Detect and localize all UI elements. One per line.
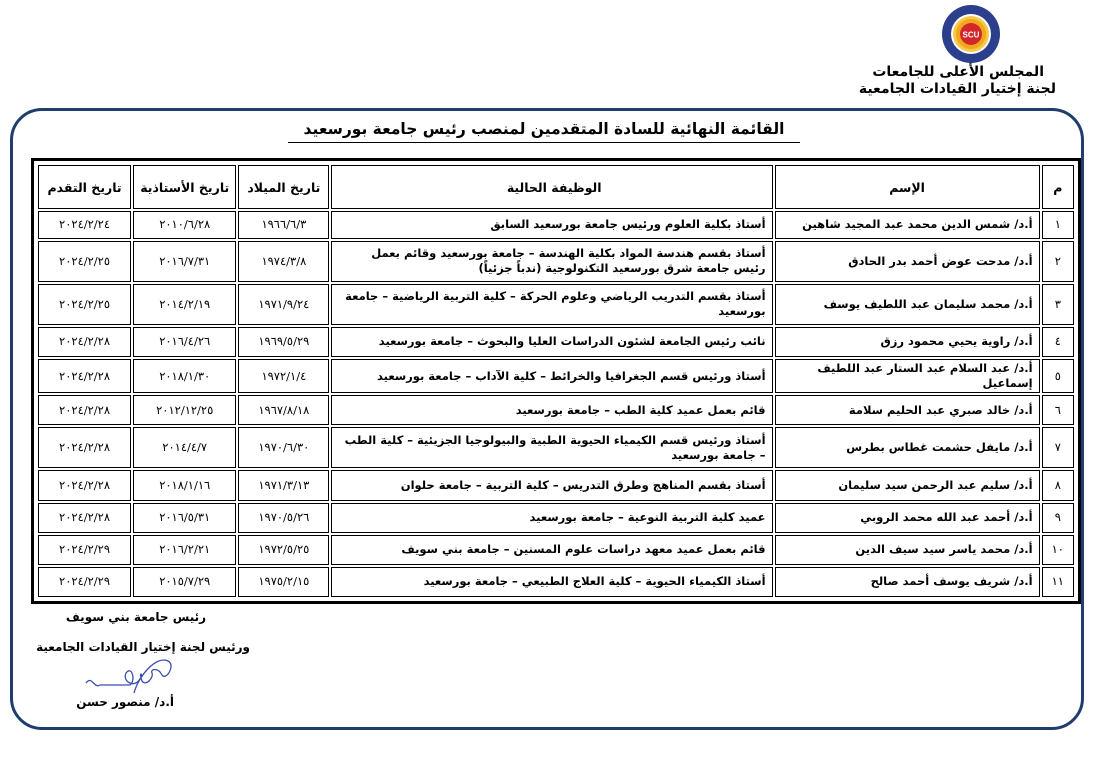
application-date: ٢٠٢٤/٢/٢٨ bbox=[38, 359, 131, 393]
applicant-name: أ.د/ مدحت عوض أحمد بدر الحادق bbox=[775, 241, 1040, 282]
table-row bbox=[38, 241, 1074, 282]
document-title: القائمة النهائية للسادة المتقدمين لمنصب رئيس جامعة بورسعيد bbox=[288, 118, 800, 143]
applicant-name: أ.د/ شمس الدين محمد عبد المجيد شاهين bbox=[775, 211, 1040, 239]
row-number: ١ bbox=[1042, 211, 1074, 239]
current-position: أستاذ بقسم التدريب الرياضي وعلوم الحركة – كلية التربية الرياضية – جامعة بورسعيد bbox=[331, 284, 772, 325]
birth-date: ١٩٧٢/١/٤ bbox=[238, 359, 329, 393]
current-position: نائب رئيس الجامعة لشئون الدراسات العليا والبحوث – جامعة بورسعيد bbox=[331, 327, 772, 357]
table-row bbox=[38, 327, 1074, 357]
birth-date: ١٩٧٠/٦/٣٠ bbox=[238, 427, 329, 468]
row-number: ٣ bbox=[1042, 284, 1074, 325]
current-position: أستاذ ورئيس قسم الجغرافيا والخرائط – كلية الآداب – جامعة بورسعيد bbox=[331, 359, 772, 393]
birth-date: ١٩٧٢/٥/٢٥ bbox=[238, 535, 329, 565]
applicant-name: أ.د/ محمد ياسر سيد سيف الدين bbox=[775, 535, 1040, 565]
scu-logo bbox=[941, 4, 1001, 64]
application-date: ٢٠٢٤/٢/٢٥ bbox=[38, 284, 131, 325]
applicants-table-wrapper bbox=[31, 158, 1081, 604]
table-row bbox=[38, 395, 1074, 425]
table-row bbox=[38, 503, 1074, 533]
current-position: قائم بعمل عميد كلية الطب – جامعة بورسعيد bbox=[331, 395, 772, 425]
professorship-date: ٢٠١٤/٤/٧ bbox=[133, 427, 236, 468]
table-row bbox=[38, 470, 1074, 500]
logo-text: SCU bbox=[962, 30, 980, 40]
organization-header bbox=[859, 64, 1056, 98]
professorship-date: ٢٠١٦/٥/٣١ bbox=[133, 503, 236, 533]
signer-title-1: رئيس جامعة بني سويف bbox=[65, 610, 206, 624]
header-birth-date: تاريخ الميلاد bbox=[238, 165, 329, 209]
application-date: ٢٠٢٤/٢/٢٩ bbox=[38, 535, 131, 565]
applicant-name: أ.د/ سليم عبد الرحمن سيد سليمان bbox=[775, 470, 1040, 500]
application-date: ٢٠٢٤/٢/٢٩ bbox=[38, 567, 131, 597]
table-header-row bbox=[38, 165, 1074, 209]
current-position: أستاذ الكيمياء الحيوية – كلية العلاج الطبيعي – جامعة بورسعيد bbox=[331, 567, 772, 597]
professorship-date: ٢٠١٦/٧/٣١ bbox=[133, 241, 236, 282]
professorship-date: ٢٠١٠/٦/٢٨ bbox=[133, 211, 236, 239]
professorship-date: ٢٠١٨/١/١٦ bbox=[133, 470, 236, 500]
professorship-date: ٢٠١٢/١٢/٢٥ bbox=[133, 395, 236, 425]
application-date: ٢٠٢٤/٢/٢٥ bbox=[38, 241, 131, 282]
current-position: أستاذ ورئيس قسم الكيمياء الحيوية الطبية والبيولوجيا الجزيئية – كلية الطب – جامعة بورسعيد bbox=[331, 427, 772, 468]
current-position: أستاذ بقسم المناهج وطرق التدريس – كلية التربية – جامعة حلوان bbox=[331, 470, 772, 500]
current-position: قائم بعمل عميد معهد دراسات علوم المسنين – جامعة بني سويف bbox=[331, 535, 772, 565]
applicant-name: أ.د/ شريف يوسف أحمد صالح bbox=[775, 567, 1040, 597]
table-row bbox=[38, 535, 1074, 565]
professorship-date: ٢٠١٦/٢/٢١ bbox=[133, 535, 236, 565]
application-date: ٢٠٢٤/٢/٢٨ bbox=[38, 470, 131, 500]
application-date: ٢٠٢٤/٢/٢٨ bbox=[38, 395, 131, 425]
header-name: الإسم bbox=[775, 165, 1040, 209]
current-position: أستاذ بكلية العلوم ورئيس جامعة بورسعيد السابق bbox=[331, 211, 772, 239]
row-number: ٨ bbox=[1042, 470, 1074, 500]
header-application-date: تاريخ التقدم bbox=[38, 165, 131, 209]
table-row bbox=[38, 359, 1074, 393]
professorship-date: ٢٠١٤/٢/١٩ bbox=[133, 284, 236, 325]
birth-date: ١٩٧١/٩/٢٤ bbox=[238, 284, 329, 325]
committee-name: لجنة إختيار القيادات الجامعية bbox=[858, 81, 1056, 97]
row-number: ١١ bbox=[1042, 567, 1074, 597]
professorship-date: ٢٠١٥/٧/٢٩ bbox=[133, 567, 236, 597]
applicant-name: أ.د/ خالد صبري عبد الحليم سلامة bbox=[775, 395, 1040, 425]
applicant-name: أ.د/ مايفل حشمت غطاس بطرس bbox=[775, 427, 1040, 468]
row-number: ٩ bbox=[1042, 503, 1074, 533]
application-date: ٢٠٢٤/٢/٢٨ bbox=[38, 427, 131, 468]
application-date: ٢٠٢٤/٢/٢٨ bbox=[38, 327, 131, 357]
row-number: ٧ bbox=[1042, 427, 1074, 468]
birth-date: ١٩٦٩/٥/٢٩ bbox=[238, 327, 329, 357]
table-row bbox=[38, 427, 1074, 468]
row-number: ١٠ bbox=[1042, 535, 1074, 565]
birth-date: ١٩٧٠/٥/٢٦ bbox=[238, 503, 329, 533]
org-name: المجلس الأعلى للجامعات bbox=[872, 64, 1044, 80]
table-row bbox=[38, 211, 1074, 239]
birth-date: ١٩٦٦/٦/٣ bbox=[238, 211, 329, 239]
professorship-date: ٢٠١٦/٤/٢٦ bbox=[133, 327, 236, 357]
application-date: ٢٠٢٤/٢/٢٨ bbox=[38, 503, 131, 533]
header-function: الوظيفة الحالية bbox=[331, 165, 772, 209]
birth-date: ١٩٧١/٣/١٣ bbox=[238, 470, 329, 500]
signer-name: أ.د/ منصور حسن bbox=[76, 695, 174, 709]
current-position: عميد كلية التربية النوعية – جامعة بورسعيد bbox=[331, 503, 772, 533]
header-professorship-date: تاريخ الأستاذية bbox=[133, 165, 236, 209]
professorship-date: ٢٠١٨/١/٣٠ bbox=[133, 359, 236, 393]
row-number: ٥ bbox=[1042, 359, 1074, 393]
applicants-table bbox=[36, 163, 1076, 599]
table-row bbox=[38, 567, 1074, 597]
applicant-name: أ.د/ راوية يحيي محمود رزق bbox=[775, 327, 1040, 357]
handwritten-signature bbox=[82, 655, 182, 700]
row-number: ٢ bbox=[1042, 241, 1074, 282]
header-num: م bbox=[1042, 165, 1074, 209]
table-row bbox=[38, 284, 1074, 325]
applicant-name: أ.د/ عبد السلام عبد الستار عبد اللطيف إسماعيل bbox=[775, 359, 1040, 393]
birth-date: ١٩٧٤/٣/٨ bbox=[238, 241, 329, 282]
current-position: أستاذ بقسم هندسة المواد بكلية الهندسة – جامعة بورسعيد وقائم بعمل رئيس جامعة شرق بورسعيد التكنولوجية (ندباً جزئياً) bbox=[331, 241, 772, 282]
birth-date: ١٩٧٥/٢/١٥ bbox=[238, 567, 329, 597]
row-number: ٦ bbox=[1042, 395, 1074, 425]
signer-title-2: ورئيس لجنة إختيار القيادات الجامعية bbox=[36, 640, 250, 654]
row-number: ٤ bbox=[1042, 327, 1074, 357]
application-date: ٢٠٢٤/٢/٢٤ bbox=[38, 211, 131, 239]
applicant-name: أ.د/ أحمد عبد الله محمد الروبي bbox=[775, 503, 1040, 533]
birth-date: ١٩٦٧/٨/١٨ bbox=[238, 395, 329, 425]
applicant-name: أ.د/ محمد سليمان عبد اللطيف يوسف bbox=[775, 284, 1040, 325]
